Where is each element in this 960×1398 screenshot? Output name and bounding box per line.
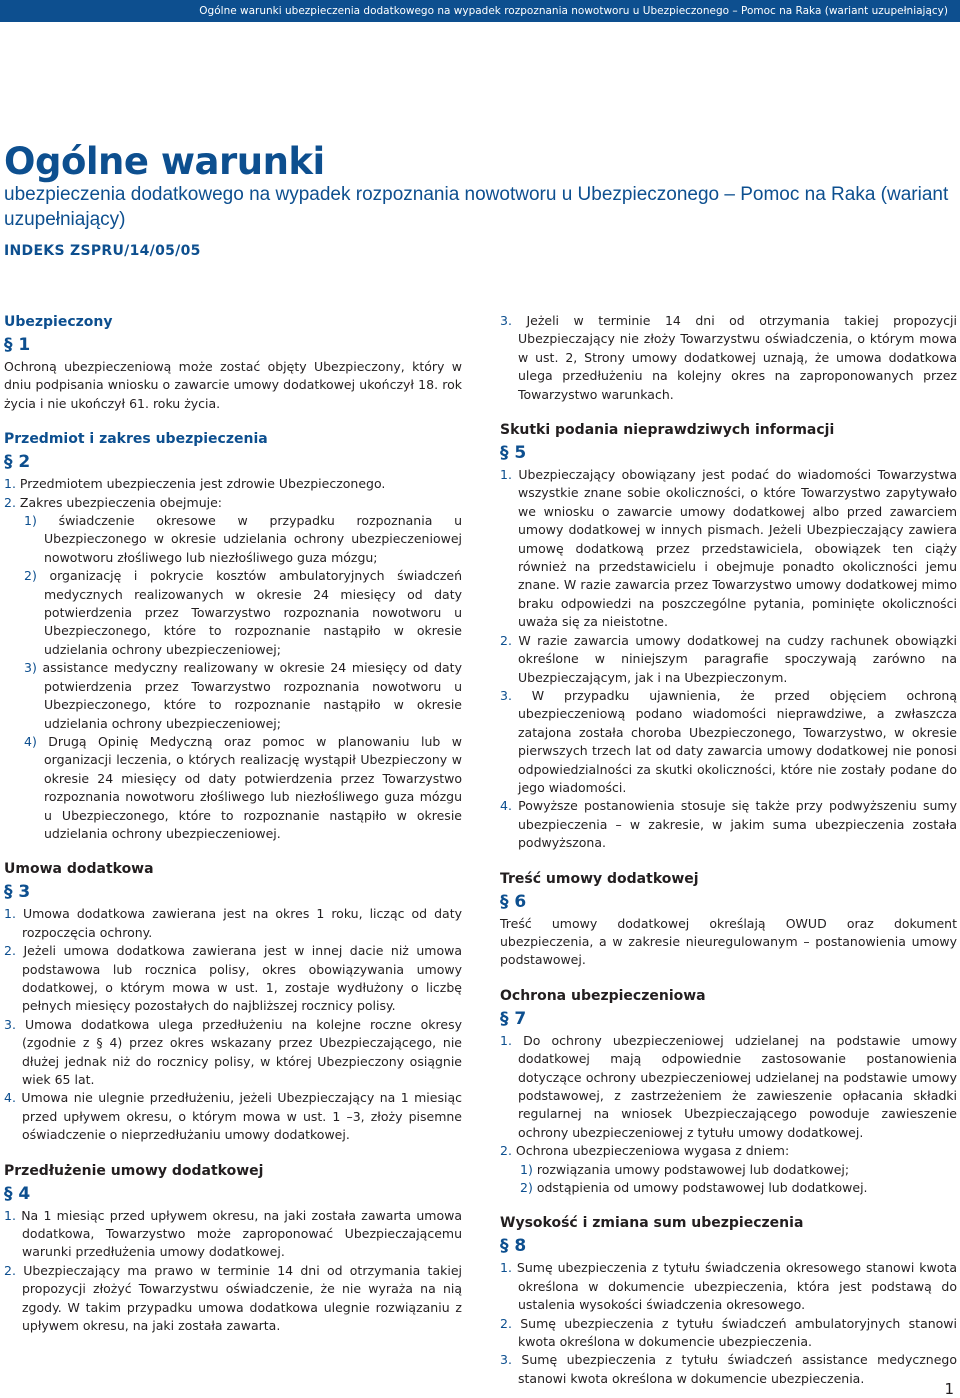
item-text: Umowa nie ulegnie przedłużeniu, jeżeli Ubezpieczający na 1 miesiąc przed upływem okresu, o którym mowa w ust. 1 –3, złoży pisemne oświadczenie o nieprzedłużaniu umowy dodatkowej.: [21, 1090, 462, 1143]
section-3-item-2: [4, 942, 462, 1016]
paragraph-sign-8: § 8: [500, 1236, 527, 1257]
subitem-text: organizację i pokrycie kosztów ambulatoryjnych świadczeń medycznych realizowanych w okresie 24 miesięcy od daty potwierdzenia przez Towarzystwo rozpoznania nowotworu u Ubezpieczonego, które to rozpoznanie nastąpiło w okresie udzielania ochrony ubezpieczeniowej;: [44, 568, 462, 657]
item-number: 4.: [500, 798, 512, 814]
section-3-item-3: [4, 1016, 462, 1090]
section-3-item-4: [4, 1089, 462, 1144]
section-7-item-2: [500, 1142, 957, 1160]
item-number: 2.: [4, 494, 16, 510]
item-number: 3.: [500, 1352, 512, 1368]
section-title-umowa-dodatkowa: Umowa dodatkowa: [4, 861, 154, 878]
item-number: 2.: [4, 1262, 16, 1278]
section-2-subitem-4: [4, 733, 462, 843]
subitem-number: 2): [24, 568, 37, 584]
paragraph-sign-4: § 4: [4, 1183, 31, 1204]
section-4-item-1: [4, 1207, 462, 1262]
item-text: Ubezpieczający obowiązany jest podać do wiadomości Towarzystwa wszystkie znane sobie okoliczności, o które Towarzystwo zapytywało we wniosku o zawarcie umowy dodatkowej albo przed zawarciem umowy dodatkowej w innych pismach. Jeżeli Ubezpieczający zawiera umowę dodatkową przez przedstawiciela, obowiązek ten ciąży również na przedstawicielu i obejmuje ponadto okoliczności jemu znane. W razie zawarcia przez Towarzystwo umowy dodatkowej mimo braku odpowiedzi na poszczególne pytania, pominięte okoliczności uważa się za nieistotne.: [518, 467, 957, 630]
section-title-skutki: Skutki podania nieprawdziwych informacji: [500, 422, 835, 439]
item-text: W razie zawarcia umowy dodatkowej na cudzy rachunek obowiązki określone w niniejszym paragrafie spoczywają zarówno na Ubezpieczającym, jak i na Ubezpieczonym.: [518, 632, 957, 685]
section-6-text: Treść umowy dodatkowej określają OWUD oraz dokument ubezpieczenia, a w zakresie nieuregulowanym – postanowienia umowy podstawowej.: [500, 915, 957, 968]
right-column: [500, 312, 957, 1388]
subitem-text: assistance medyczny realizowany w okresie 24 miesięcy od daty potwierdzenia przez Towarzystwo rozpoznania nowotworu u Ubezpieczonego, które to rozpoznanie nastąpiło w okresie udzielania ochrony ubezpieczeniowej;: [42, 660, 462, 731]
section-title-przedluzenie: Przedłużenie umowy dodatkowej: [4, 1162, 264, 1179]
item-text: Sumę ubezpieczenia z tytułu świadczeń ambulatoryjnych stanowi kwota określona w dokumencie ubezpieczenia.: [518, 1315, 957, 1350]
paragraph-sign-5: § 5: [500, 443, 527, 464]
document-title: Ogólne warunki: [4, 140, 325, 183]
section-8-item-3: [500, 1351, 957, 1388]
subitem-text: świadczenie okresowe w przypadku rozpoznania u Ubezpieczonego w okresie udzielania ochrony ubezpieczeniowej nowotworu złośliwego lub niezłośliwego guza mózgu;: [44, 513, 462, 565]
section-title-wysokosc: Wysokość i zmiana sum ubezpieczenia: [500, 1215, 804, 1232]
item-number: 1.: [4, 476, 16, 492]
section-5-item-4: [500, 797, 957, 852]
item-text: Umowa dodatkowa zawierana jest na okres 1 roku, licząc od daty rozpoczęcia ochrony.: [22, 906, 462, 940]
item-text: Na 1 miesiąc przed upływem okresu, na jaki została zawarta umowa dodatkowa, Towarzystwo może zaproponować Ubezpieczającemu warunki przedłużenia umowy dodatkowej.: [21, 1207, 462, 1260]
item-text: Przedmiotem ubezpieczenia jest zdrowie Ubezpieczonego.: [19, 476, 386, 492]
section-7-item-1: [500, 1032, 957, 1142]
document-index: INDEKS ZSPRU/14/05/05: [4, 243, 201, 259]
subitem-number: 1): [520, 1161, 533, 1177]
section-1-text: Ochroną ubezpieczeniową może zostać objęty Ubezpieczony, który w dniu podpisania wniosku o zawarcie umowy dodatkowej ukończył 18. rok życia i nie ukończył 61. roku życia.: [4, 359, 462, 411]
section-3-item-1: [4, 905, 462, 942]
item-number: 4.: [4, 1090, 16, 1106]
subitem-number: 1): [24, 513, 37, 529]
section-4-item-3: [500, 312, 957, 404]
section-5-item-2: [500, 632, 957, 687]
item-number: 1.: [500, 1260, 512, 1276]
document-subtitle: ubezpieczenia dodatkowego na wypadek rozpoznania nowotworu u Ubezpieczonego – Pomoc na Raka (wariant uzupełniający): [4, 184, 949, 230]
item-number: 1.: [500, 467, 512, 483]
item-text: Powyższe postanowienia stosuje się także przy podwyższeniu sumy ubezpieczenia – w zakresie, w jakim suma ubezpieczenia została podwyższona.: [518, 798, 957, 851]
item-text: Umowa dodatkowa ulega przedłużeniu na kolejne roczne okresy (zgodnie z § 4) przez okres wskazany przez Ubezpieczającego, nie dłużej jednak niż do rocznicy polisy, w której Ubezpieczony osiągnie wiek 65 lat.: [22, 1016, 462, 1087]
subitem-number: 4): [24, 733, 37, 749]
item-text: Jeżeli umowa dodatkowa zawierana jest w innej dacie niż umowa podstawowa lub rocznica polisy, okres obowiązywania umowy dodatkowej, o którym mowa w ust. 1, zostaje wydłużony o liczbę pełnych miesięcy pozostałych do najbliższej rocznicy polisy.: [22, 943, 462, 1014]
left-column: [4, 312, 462, 1335]
item-number: 3.: [500, 687, 512, 703]
section-5-item-3: [500, 687, 957, 797]
section-title-ubezpieczony: Ubezpieczony: [4, 314, 113, 330]
section-title-przedmiot: Przedmiot i zakres ubezpieczenia: [4, 431, 268, 448]
page-number: 1: [944, 1380, 954, 1398]
subitem-text: odstąpienia od umowy podstawowej lub dodatkowej.: [536, 1180, 868, 1196]
section-7-subitem-1: [500, 1161, 957, 1179]
item-number: 2.: [4, 943, 16, 959]
item-number: 1.: [4, 906, 16, 922]
paragraph-sign-2: § 2: [4, 452, 31, 473]
subitem-number: 2): [520, 1180, 533, 1196]
section-8-item-1: [500, 1259, 957, 1314]
paragraph-sign-1: § 1: [4, 335, 31, 355]
section-4-item-2: [4, 1262, 462, 1336]
item-text: Ubezpieczający ma prawo w terminie 14 dni od otrzymania takiej propozycji złożyć Towarzystwu oświadczenie, że nie wyraża na nią zgody. W takim przypadku umowa dodatkowa ulegnie rozwiązaniu z upływem okresu, na jaki została zawarta.: [22, 1262, 462, 1334]
section-2-item-2: [4, 494, 462, 512]
section-title-tresc: Treść umowy dodatkowej: [500, 870, 699, 887]
section-2-subitem-3: [4, 659, 462, 733]
item-text: Sumę ubezpieczenia z tytułu świadczenia okresowego stanowi kwota określona w dokumencie ubezpieczenia, która jest podstawą do ustalenia wysokości świadczenia okresowego.: [516, 1260, 957, 1313]
section-title-ochrona: Ochrona ubezpieczeniowa: [500, 987, 706, 1004]
section-5-item-1: [500, 466, 957, 632]
section-8-item-2: [500, 1315, 957, 1352]
item-text: Do ochrony ubezpieczeniowej udzielanej na podstawie umowy dodatkowej mają odpowiednie zastosowanie postanowienia dotyczące ochrony ubezpieczeniowej udzielanej na podstawie umowy podstawowej, z zastrzeżeniem że zawieszenie opłacania składki regularnej na wniosek Ubezpieczającego powoduje zawieszenie ochrony ubezpieczeniowej z tytułu umowy dodatkowej.: [518, 1032, 957, 1140]
item-text: Sumę ubezpieczenia z tytułu świadczeń assistance medycznego stanowi kwota określona w dokumencie ubezpieczenia.: [518, 1352, 957, 1386]
running-header: Ogólne warunki ubezpieczenia dodatkowego na wypadek rozpoznania nowotworu u Ubezpieczonego – Pomoc na Raka (wariant uzupełniający): [0, 0, 960, 22]
paragraph-sign-6: § 6: [500, 891, 527, 912]
item-number: 1.: [500, 1032, 512, 1048]
section-7-subitem-2: [500, 1179, 957, 1197]
section-2-subitem-2: [4, 567, 462, 659]
item-number: 2.: [500, 1315, 512, 1331]
item-text: Ochrona ubezpieczeniowa wygasa z dniem:: [515, 1143, 790, 1159]
item-text: Jeżeli w terminie 14 dni od otrzymania takiej propozycji Ubezpieczający nie złoży Towarzystwu oświadczenia, o którym mowa w ust. 2, Strony umowy dodatkowej uznają, że umowa dodatkowa ulega przedłużeniu na kolejny okres na zaproponowanych przez Towarzystwo warunkach.: [518, 313, 957, 402]
item-text: W przypadku ujawnienia, że przed objęciem ochroną ubezpieczeniową podano wiadomości nieprawdziwe, a zwłaszcza zatajona została choroba Ubezpieczonego, Towarzystwo, w okresie pierwszych trzech lat od daty zawarcia umowy dodatkowej nie ponosi odpowiedzialności za skutki okoliczności, które nie zostały podane do jego wiadomości.: [518, 687, 957, 795]
item-number: 3.: [500, 313, 512, 328]
section-2-subitem-1: [4, 512, 462, 567]
paragraph-sign-3: § 3: [4, 882, 31, 903]
item-number: 3.: [4, 1016, 16, 1032]
item-number: 2.: [500, 632, 512, 648]
subitem-text: Drugą Opinię Medyczną oraz pomoc w planowaniu lub w organizacji leczenia, o których realizację wystąpił Ubezpieczony w okresie 24 miesięcy od daty potwierdzenia przez Towarzystwo rozpoznania nowotworu złośliwego lub niezłośliwego guza mózgu u Ubezpieczonego, które to rozpoznanie nastąpiło w okresie udzielania ochrony ubezpieczeniowej.: [44, 733, 462, 841]
subitem-text: rozwiązania umowy podstawowej lub dodatkowej;: [536, 1161, 850, 1177]
section-2-item-1: [4, 475, 462, 493]
item-text: Zakres ubezpieczenia obejmuje:: [19, 494, 223, 510]
item-number: 1.: [4, 1207, 16, 1223]
paragraph-sign-7: § 7: [500, 1008, 527, 1029]
subitem-number: 3): [24, 660, 37, 676]
item-number: 2.: [500, 1143, 512, 1159]
